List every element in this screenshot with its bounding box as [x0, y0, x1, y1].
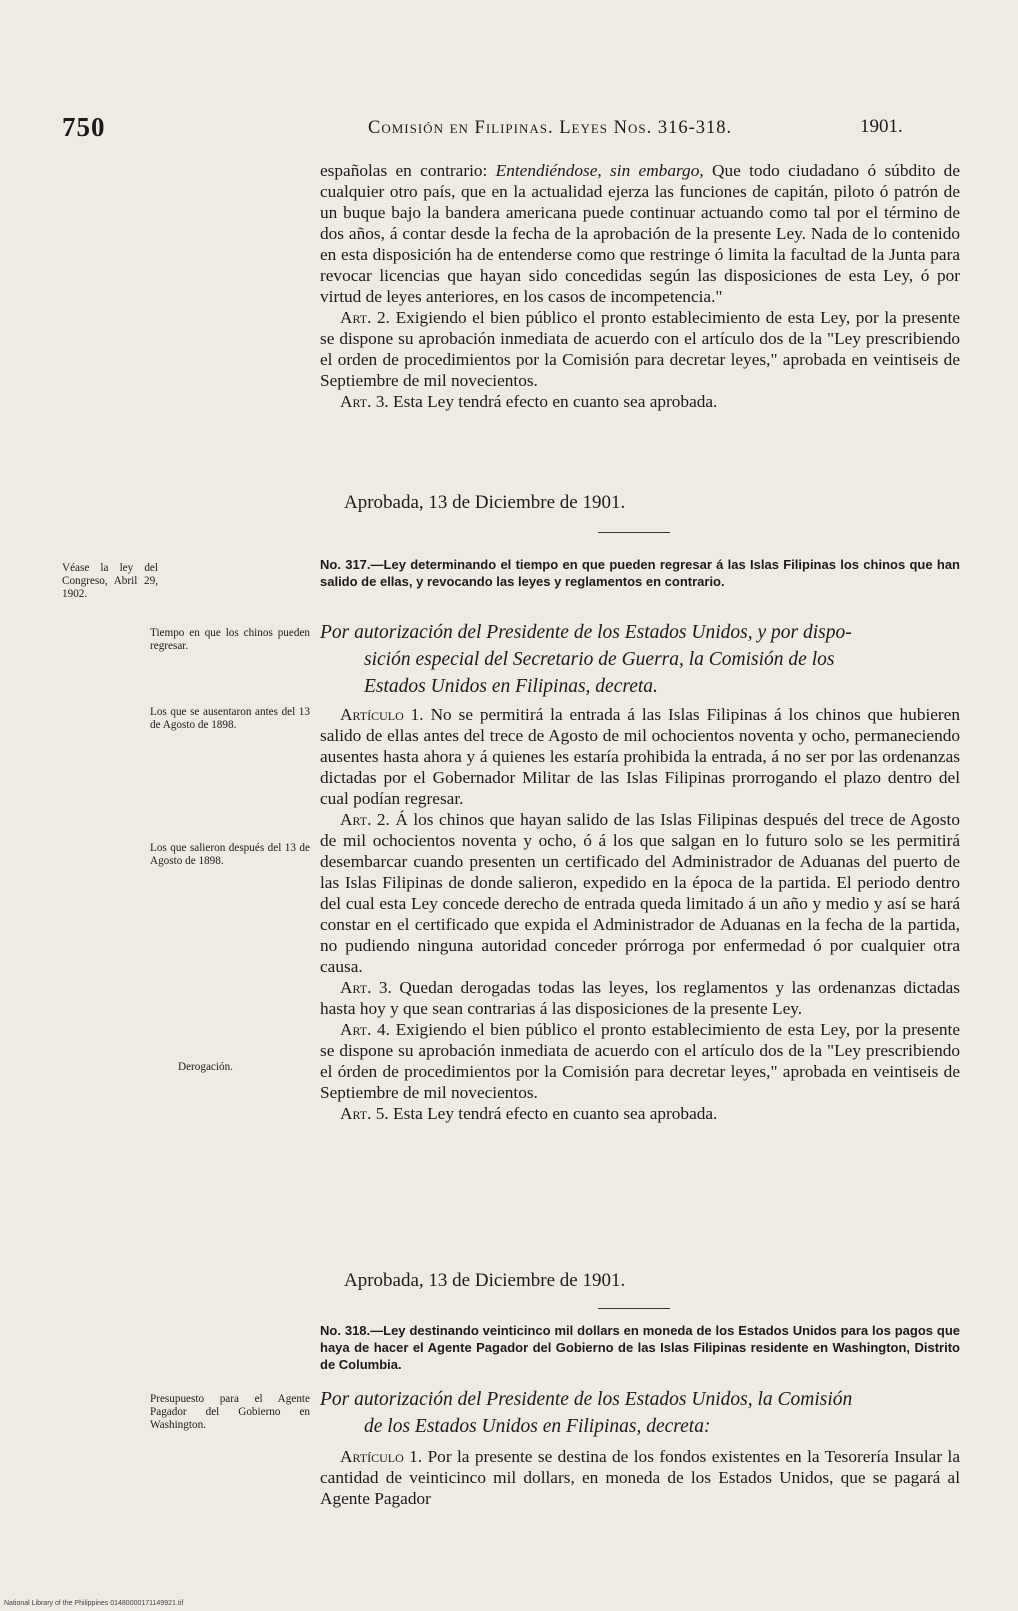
law317-heading: No. 317.—Ley determinando el tiempo en que pueden regresar á las Islas Filipinas los chinos que han salido de ellas, y revocando las leyes y reglamentos en contrario. — [320, 557, 960, 589]
law317-approval-date: Aprobada, 13 de Diciembre de 1901. — [344, 1270, 626, 1291]
law317-articles — [320, 704, 960, 1124]
section-divider — [598, 1308, 670, 1309]
running-year: 1901. — [860, 116, 903, 137]
law317-article-3: Art. 3. Quedan derogadas todas las leyes, los reglamentos y las ordenanzas dictadas hasta hoy y que sean contrarias á las disposiciones de la presente Ley. — [320, 978, 960, 1018]
law316-approval-date: Aprobada, 13 de Diciembre de 1901. — [344, 492, 626, 513]
margin-note-congress-law: Véase la ley del Congreso, Abril 29, 1902. — [62, 562, 158, 600]
margin-note-return-time: Tiempo en que los chinos pueden regresar. — [150, 627, 310, 652]
law317-article-1: Artículo 1. No se permitirá la entrada á las Islas Filipinas á los chinos que hubieren salido de ellas antes del trece de Agosto de mil ochocientos noventa y ocho, permaneciendo ausentes hasta ahora y á quienes les estaría prohibida la entrada, á no ser por las ordenanzas dictadas por el Gobernador Militar de las Islas Filipinas prorrogando el plazo dentro del cual podían regresar. — [320, 705, 960, 808]
law316-article-3: Art. 3. Esta Ley tendrá efecto en cuanto sea aprobada. — [340, 392, 718, 411]
margin-note-budget: Presupuesto para el Agente Pagador del Gobierno en Washington. — [150, 1393, 310, 1431]
law317-enacting-clause: Por autorización del Presidente de los Estados Unidos, y por dispo- sición especial del Secretario de Guerra, la Comisión de los Estados Unidos en Filipinas, decreta. — [320, 622, 852, 697]
law318-article-1: Artículo 1. Por la presente se destina de los fondos existentes en la Tesorería Insular la cantidad de veinticinco mil dollars, en moneda de los Estados Unidos, que se pagará al Agente Pagador — [320, 1447, 960, 1508]
margin-note-repeal: Derogación. — [178, 1061, 233, 1073]
law318-articles — [320, 1446, 960, 1509]
law318-enacting-clause: Por autorización del Presidente de los Estados Unidos, la Comisión de los Estados Unidos en Filipinas, decreta: — [320, 1389, 853, 1437]
law317-article-5: Art. 5. Esta Ley tendrá efecto en cuanto sea aprobada. — [340, 1104, 718, 1123]
margin-note-absent-before: Los que se ausentaron antes del 13 de Agosto de 1898. — [150, 706, 310, 731]
page-number: 750 — [62, 112, 106, 142]
law317-article-4: Art. 4. Exigiendo el bien público el pronto establecimiento de esta Ley, por la presente se dispone su aprobación inmediata de acuerdo con el artículo dos de la "Ley prescribiendo el órden de procedimientos por la Comisión para decretar leyes," aprobada en veintiseis de Septiembre de mil novecientos. — [320, 1020, 961, 1102]
scan-credit: National Library of the Philippines 01480000171149921.tif — [4, 1600, 184, 1607]
section-divider — [598, 532, 670, 533]
law316-continuation — [320, 160, 960, 412]
law316-proviso: españolas en contrario: Entendiéndose, sin embargo, Que todo ciudadano ó súbdito de cualquier otro país, que en la actualidad ejerza las funciones de capitán, piloto ó patrón de un buque bajo la bandera americana puede continuar actuando como tal por el término de dos años, á contar desde la fecha de la aprobación de la presente Ley. Nada de lo contenido en esta disposición ha de entenderse como que restringe ó limita la facultad de la Junta para revocar licencias que hayan sido concedidas según las disposiciones de esta Ley, ó por virtud de leyes anteriores, en los casos de incompetencia." — [320, 161, 960, 306]
law317-article-2: Art. 2. Á los chinos que hayan salido de las Islas Filipinas después del trece de Agosto de mil ochocientos noventa y ocho, ó á los que salgan en lo futuro solo se les permitirá desembarcar cuando presenten un certificado del Administrador de Aduanas del puerto de las Islas Filipinas de donde salieron, expedido en la época de la partida. El periodo dentro del cual esta Ley concede derecho de entrada queda limitado á un año y medio y así se hará constar en el certificado que expida el Administrador de Aduanas en la fecha de la partida, no pudiendo ninguna autoridad conceder prórroga por enfermedad ó por cualquier otra causa. — [320, 810, 960, 976]
margin-note-left-after: Los que salieron después del 13 de Agosto de 1898. — [150, 842, 310, 867]
running-title: Comisión en Filipinas. Leyes Nos. 316-318. — [368, 118, 733, 138]
law318-heading: No. 318.—Ley destinando veinticinco mil dollars en moneda de los Estados Unidos para los pagos que haya de hacer el Agente Pagador del Gobierno de las Islas Filipinas residente en Washington, Distrito de Columbia. — [320, 1323, 960, 1372]
law316-article-2: Art. 2. Exigiendo el bien público el pronto establecimiento de esta Ley, por la presente se dispone su aprobación inmediata de acuerdo con el artículo dos de la "Ley prescribiendo el orden de procedimientos por la Comisión para decretar leyes," aprobada en veintiseis de Septiembre de mil novecientos. — [320, 308, 961, 390]
